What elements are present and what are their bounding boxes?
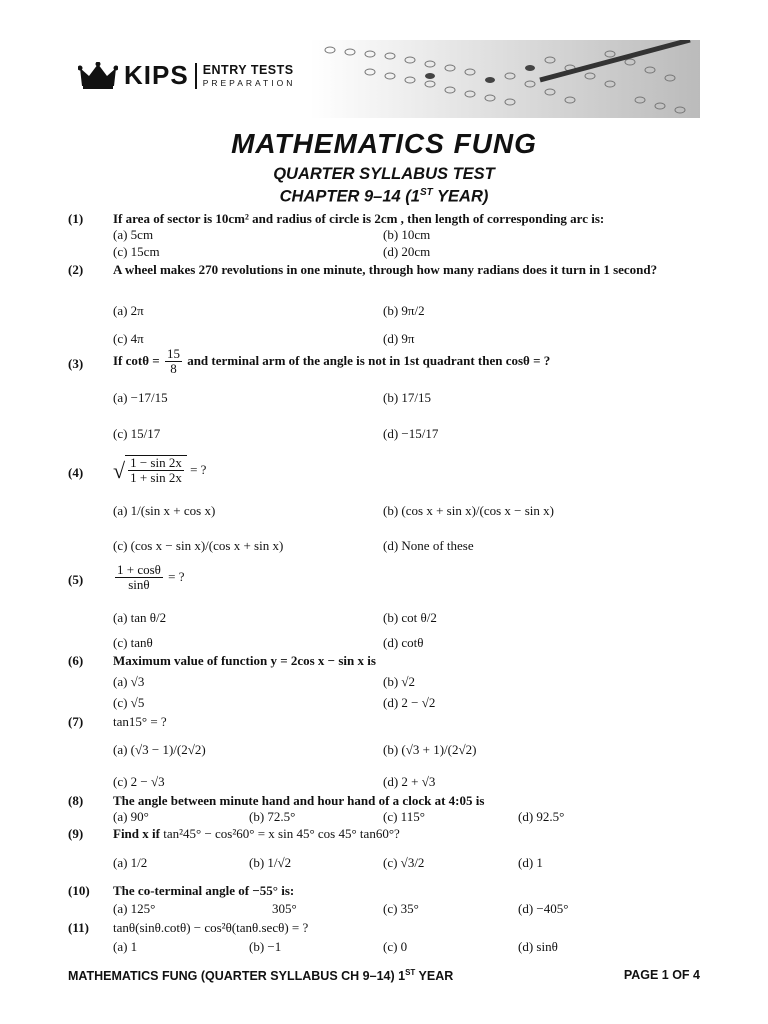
brand-divider	[195, 63, 197, 89]
option: (c) (cos x − sin x)/(cos x + sin x)	[113, 538, 284, 553]
question-text: If area of sector is 10cm² and radius of circle is 2cm , then length of corresponding arc is:	[113, 211, 605, 226]
option: (c) 15cm	[113, 244, 160, 259]
option: (a) (√3 − 1)/(2√2)	[113, 742, 206, 757]
option: (a) 1	[113, 939, 138, 954]
option: (c) tanθ	[113, 635, 153, 650]
option: (b) 1/√2	[249, 855, 292, 870]
question-text: tanθ(sinθ.cotθ) − cos²θ(tanθ.secθ) = ?	[113, 920, 309, 935]
option: (c) 15/17	[113, 426, 161, 441]
option: (b) (cos x + sin x)/(cos x − sin x)	[383, 503, 554, 518]
option: (b) 72.5°	[249, 809, 296, 824]
option: (a) tan θ/2	[113, 610, 167, 625]
option: (a) 1/2	[113, 855, 148, 870]
option: (c) 4π	[113, 331, 144, 346]
crown-icon	[78, 62, 118, 90]
question-number: (4)	[68, 465, 84, 480]
option: (a) 2π	[113, 303, 144, 318]
option: (a) 1/(sin x + cos x)	[113, 503, 216, 518]
option: (a) 125°	[113, 901, 156, 916]
option: (d) 9π	[383, 331, 415, 346]
question-text: $\frac{1 + \cos\theta}{\sin\theta}$ = ?	[117, 562, 185, 593]
option: (d) None of these	[383, 538, 474, 553]
option: (c) √5	[113, 695, 145, 710]
option: (c) 2 − √3	[113, 774, 165, 789]
page-number: PAGE 1 OF 4	[623, 968, 700, 982]
question-text: The co-terminal angle of −55° is:	[113, 883, 295, 898]
option: (b) √2	[383, 674, 416, 689]
option: (c) √3/2	[383, 855, 425, 870]
option: 305°	[272, 901, 297, 916]
kips-logo	[78, 60, 295, 91]
question-number: (5)	[68, 572, 84, 587]
option: (b) 17/15	[383, 390, 432, 405]
question-number: (7)	[68, 714, 84, 729]
option: (a) 5cm	[113, 227, 154, 242]
question-number: (1)	[68, 211, 84, 226]
question-text: If cotθ = $\frac{15}{8}$ and terminal arm of the angle is not in 1st quadrant then cosθ = ?	[113, 346, 551, 377]
page-title: MATHEMATICS FUNG	[231, 128, 537, 159]
option: (a) √3	[113, 674, 145, 689]
option: (d) sinθ	[518, 939, 558, 954]
question-text: Find x if tan²45° − cos²60° = x sin 45° cos 45° tan60°?	[113, 826, 400, 841]
option: (d) 20cm	[383, 244, 431, 259]
option: (c) 115°	[383, 809, 425, 824]
option: (b) −1	[249, 939, 282, 954]
question-text: A wheel makes 270 revolutions in one minute, through how many radians does it turn in 1 second?	[113, 262, 658, 277]
question-text: √ $\frac{1 - \sin 2x}{1 + \sin 2x}$ = ?	[113, 455, 207, 486]
answer-sheet-photo	[310, 40, 700, 118]
brand-line2: PREPARATION	[202, 77, 296, 88]
option: (b) cot θ/2	[383, 610, 437, 625]
option: (c) 0	[383, 939, 408, 954]
option: (d) −15/17	[383, 426, 439, 441]
footer-title: MATHEMATICS FUNG (QUARTER SYLLABUS CH 9–14) 1ST YEAR	[68, 968, 454, 984]
question-number: (8)	[68, 793, 84, 808]
option: (d) 2 + √3	[383, 774, 436, 789]
brand-name: KIPS	[124, 60, 189, 90]
question-number: (10)	[68, 883, 90, 898]
option: (d) 2 − √2	[383, 695, 436, 710]
question-number: (2)	[68, 262, 84, 277]
question-text: tan15° = ?	[113, 714, 167, 729]
option: (c) 35°	[383, 901, 419, 916]
question-number: (6)	[68, 653, 84, 668]
option: (d) −405°	[518, 901, 569, 916]
brand-line1: ENTRY TESTS	[202, 63, 294, 77]
question-number: (9)	[68, 826, 84, 841]
question-number: (11)	[68, 920, 89, 935]
option: (a) 90°	[113, 809, 149, 824]
option: (b) 9π/2	[383, 303, 425, 318]
option: (d) 1	[518, 855, 543, 870]
question-number: (3)	[68, 356, 84, 371]
question-text: The angle between minute hand and hour hand of a clock at 4:05 is	[113, 793, 485, 808]
option: (a) −17/15	[113, 390, 168, 405]
option: (b) 10cm	[383, 227, 431, 242]
option: (d) 92.5°	[518, 809, 565, 824]
option: (b) (√3 + 1)/(2√2)	[383, 742, 477, 757]
question-text: Maximum value of function y = 2cos x − sin x is	[113, 653, 376, 668]
chapter-heading: CHAPTER 9–14 (1ST YEAR)	[279, 187, 489, 206]
page-subtitle: QUARTER SYLLABUS TEST	[273, 165, 495, 183]
option: (d) cotθ	[383, 635, 424, 650]
